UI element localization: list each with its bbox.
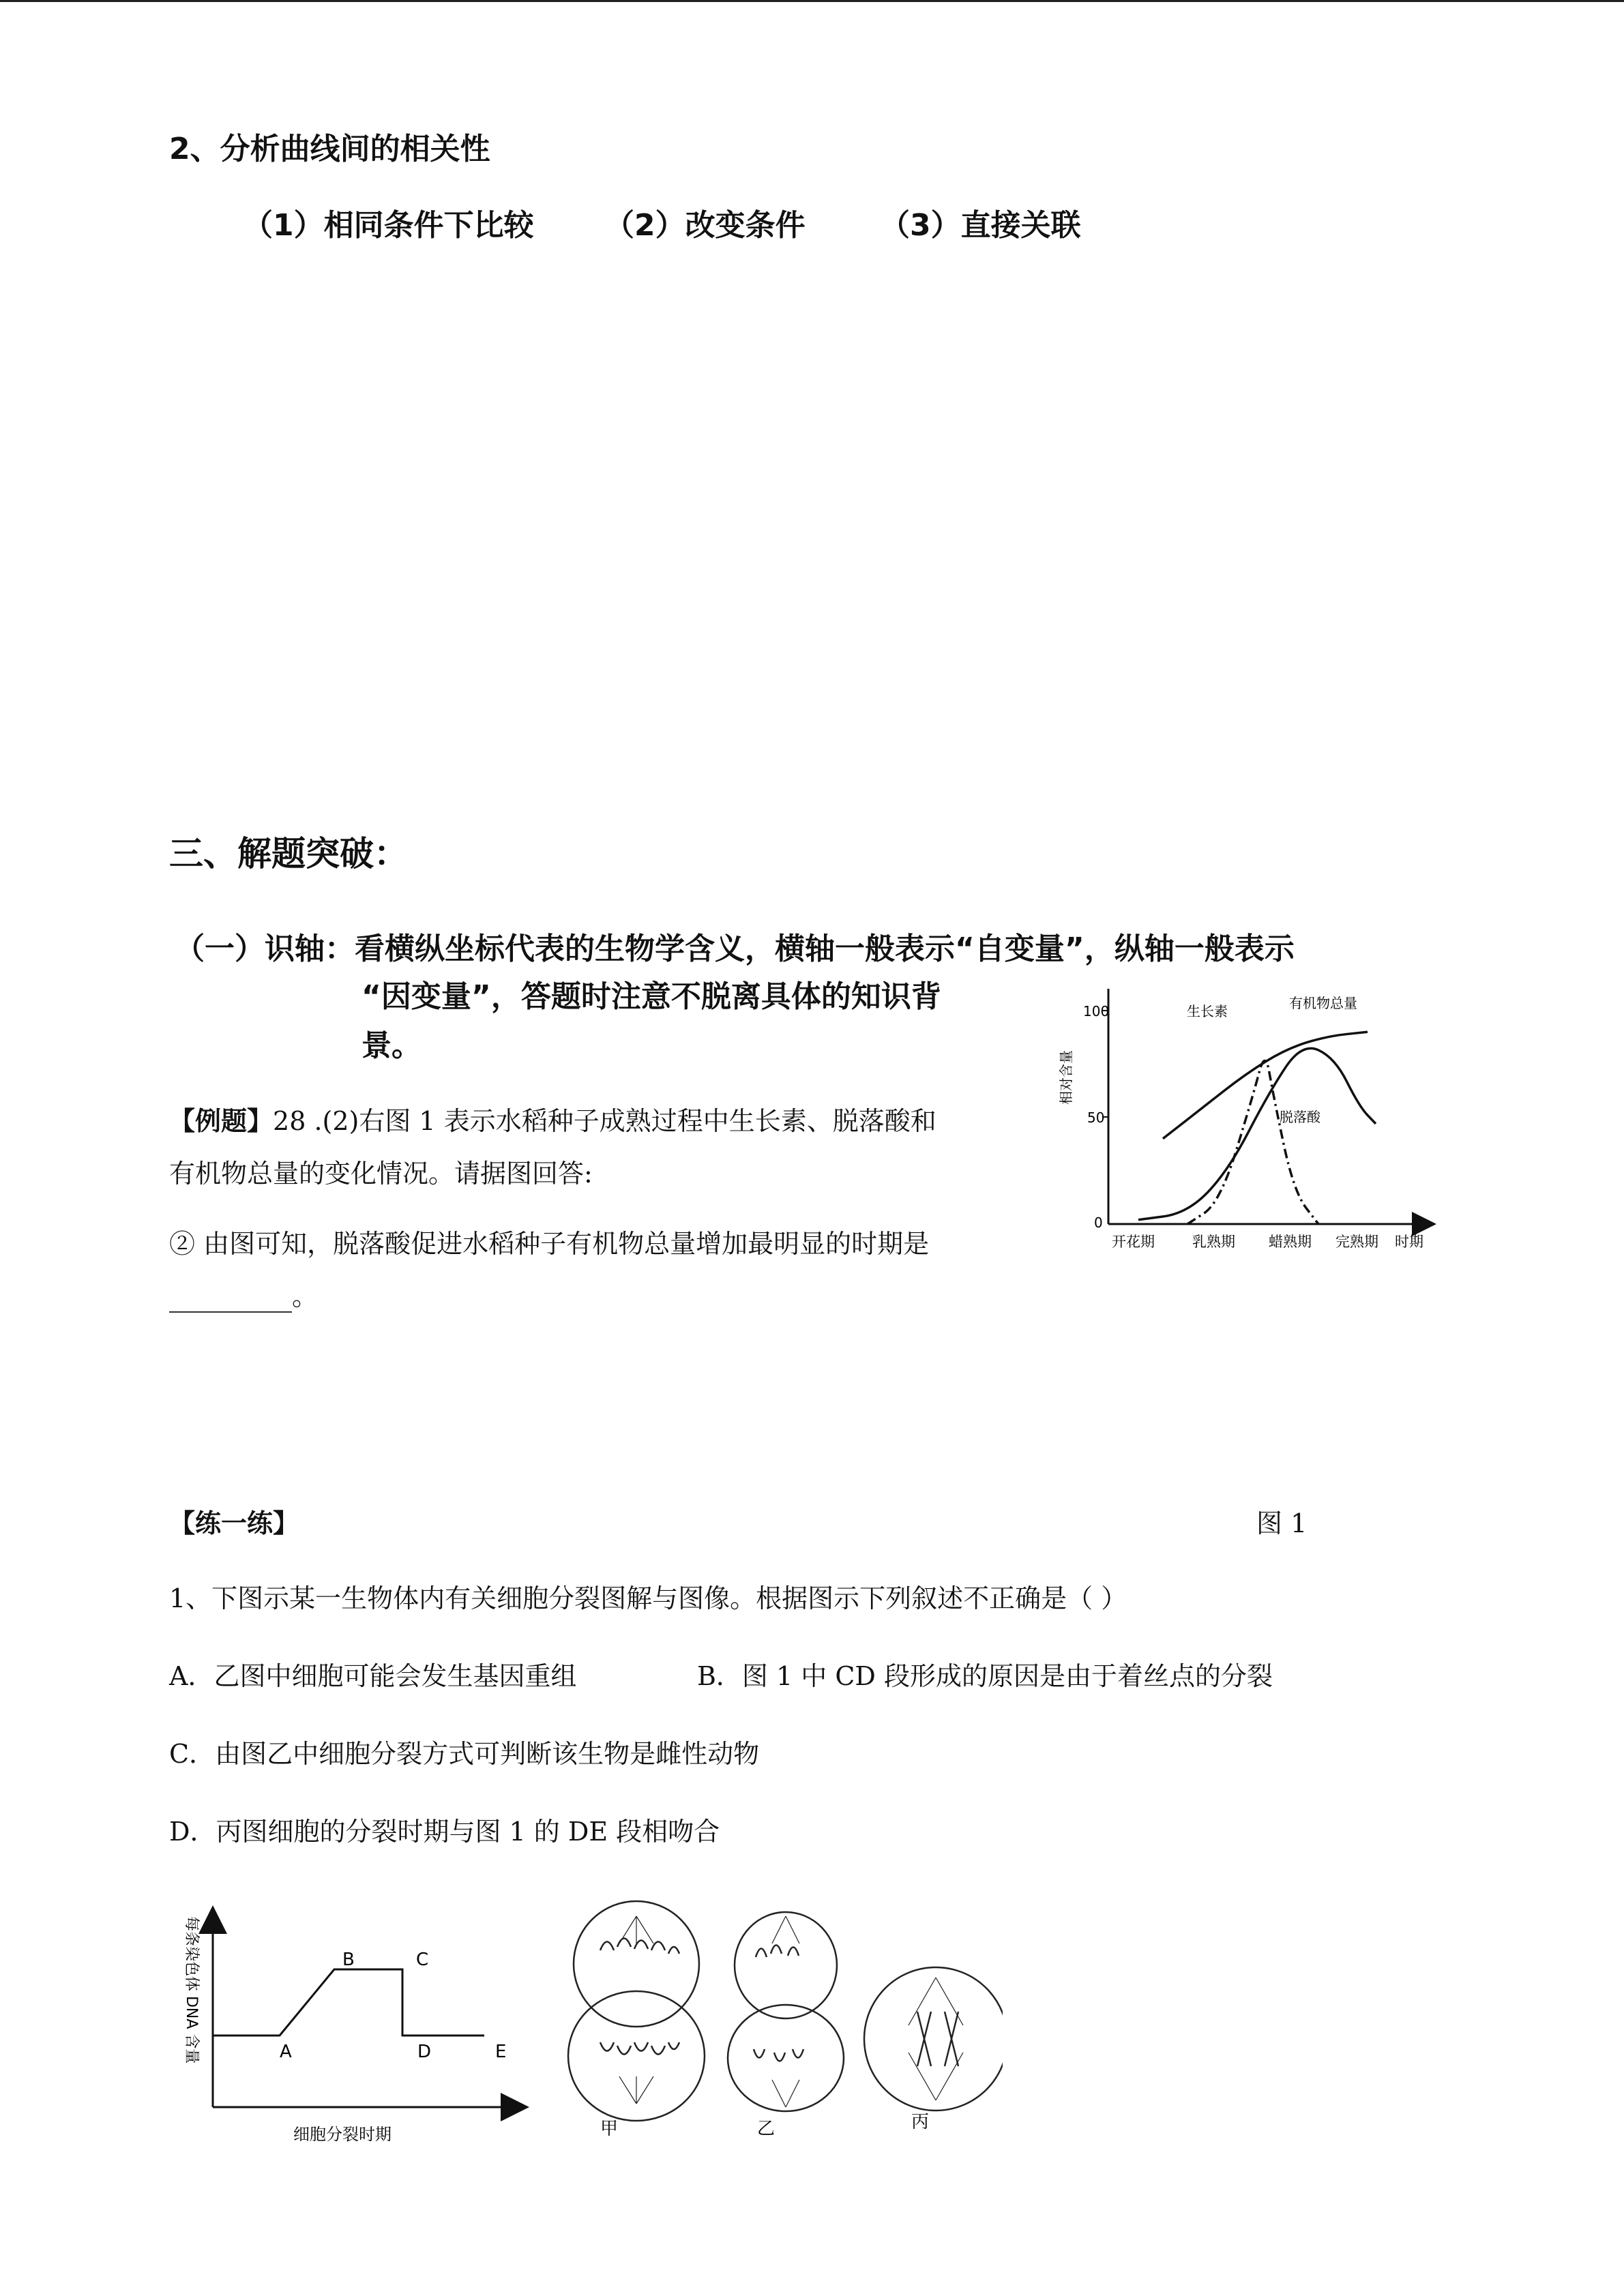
fig1-xlabel: 时期 <box>1395 1234 1423 1250</box>
fig2-dna-line <box>213 1969 484 2036</box>
option-b: B．图 1 中 CD 段形成的原因是由于着丝点的分裂 <box>697 1661 1273 1691</box>
fig1-series-1 <box>1163 1032 1368 1139</box>
fig1-label-auxin: 生长素 <box>1187 1003 1228 1019</box>
example-text-1: 28 .(2)右图 1 表示水稻种子成熟过程中生长素、脱落酸和 <box>273 1106 936 1136</box>
fig1-xcat-1: 乳熟期 <box>1192 1234 1235 1250</box>
fig1-ytick-0: 0 <box>1094 1214 1103 1231</box>
fig2-ylabel: 每条染色体 DNA 含量 <box>183 1916 200 2064</box>
fig1-xcat-2: 蜡熟期 <box>1269 1234 1312 1250</box>
practice-heading: 【练一练】 <box>169 1508 299 1538</box>
cell-label-yi: 乙 <box>757 2119 776 2139</box>
figure1-caption: 图 1 <box>1256 1508 1308 1538</box>
fig1-ylabel: 相对含量 <box>1058 1050 1074 1105</box>
axis-heading-line1: （一）识轴：看横纵坐标代表的生物学含义，横轴一般表示“自变量”，纵轴一般表示 <box>175 931 1295 966</box>
axis-heading-line2: “因变量”，答题时注意不脱离具体的知识背 <box>361 979 941 1014</box>
answer-blank[interactable] <box>169 1284 292 1313</box>
fig1-xcat-3: 完熟期 <box>1335 1234 1378 1250</box>
option-d: D．丙图细胞的分裂时期与图 1 的 DE 段相吻合 <box>169 1817 720 1847</box>
option-a: A．乙图中细胞可能会发生基因重组 <box>169 1661 577 1691</box>
cell-yi <box>728 1912 844 2111</box>
figure2 <box>164 1889 1003 2175</box>
example-period: 。 <box>292 1281 319 1311</box>
section3-title: 三、解题突破： <box>169 834 408 874</box>
section2-item-3: （3）直接关联 <box>880 208 1081 243</box>
option-c: C．由图乙中细胞分裂方式可判断该生物是雌性动物 <box>169 1739 760 1769</box>
section2-title: 2、分析曲线间的相关性 <box>169 132 490 166</box>
fig1-series-group <box>1138 1032 1376 1224</box>
fig1-ytick-100: 100 <box>1083 1003 1110 1019</box>
axis-heading-line3: 景。 <box>361 1028 422 1063</box>
example-label: 【例题】 <box>169 1106 274 1136</box>
fig1-label-aba: 脱落酸 <box>1280 1109 1320 1125</box>
cell-bing <box>864 1967 1003 2111</box>
section2-item-2: （2）改变条件 <box>604 208 806 243</box>
fig1-label-organic: 有机物总量 <box>1289 995 1357 1011</box>
fig2-line-group <box>213 1969 484 2036</box>
fig2-point-c: C <box>416 1950 429 1970</box>
fig2-xlabel: 细胞分裂时期 <box>293 2125 392 2144</box>
question-1: 1、下图示某一生物体内有关细胞分裂图解与图像。根据图示下列叙述不正确是（ ） <box>169 1583 1127 1613</box>
fig2-point-e: E <box>495 2042 507 2062</box>
cell-jia <box>568 1901 705 2121</box>
example-line3: ② 由图可知，脱落酸促进水稻种子有机物总量增加最明显的时期是 <box>169 1229 930 1259</box>
fig1-ytick-50: 50 <box>1087 1109 1105 1126</box>
fig1-series-2 <box>1138 1048 1376 1219</box>
fig1-xcat-0: 开花期 <box>1112 1234 1155 1250</box>
cell-label-jia: 甲 <box>600 2119 619 2139</box>
example-line4 <box>169 1275 318 1313</box>
fig2-point-a: A <box>280 2042 292 2062</box>
fig2-point-d: D <box>417 2042 432 2062</box>
page-top-border <box>0 0 1624 2</box>
cell-label-bing: 丙 <box>911 2112 930 2132</box>
example-line2: 有机物总量的变化情况。请据图回答: <box>169 1159 593 1189</box>
section2-item-1: （1）相同条件下比较 <box>243 208 534 243</box>
fig1-series-0 <box>1187 1061 1318 1224</box>
fig2-point-b: B <box>342 1950 355 1970</box>
example-line1 <box>169 1100 936 1137</box>
figure1-chart <box>1050 975 1446 1268</box>
